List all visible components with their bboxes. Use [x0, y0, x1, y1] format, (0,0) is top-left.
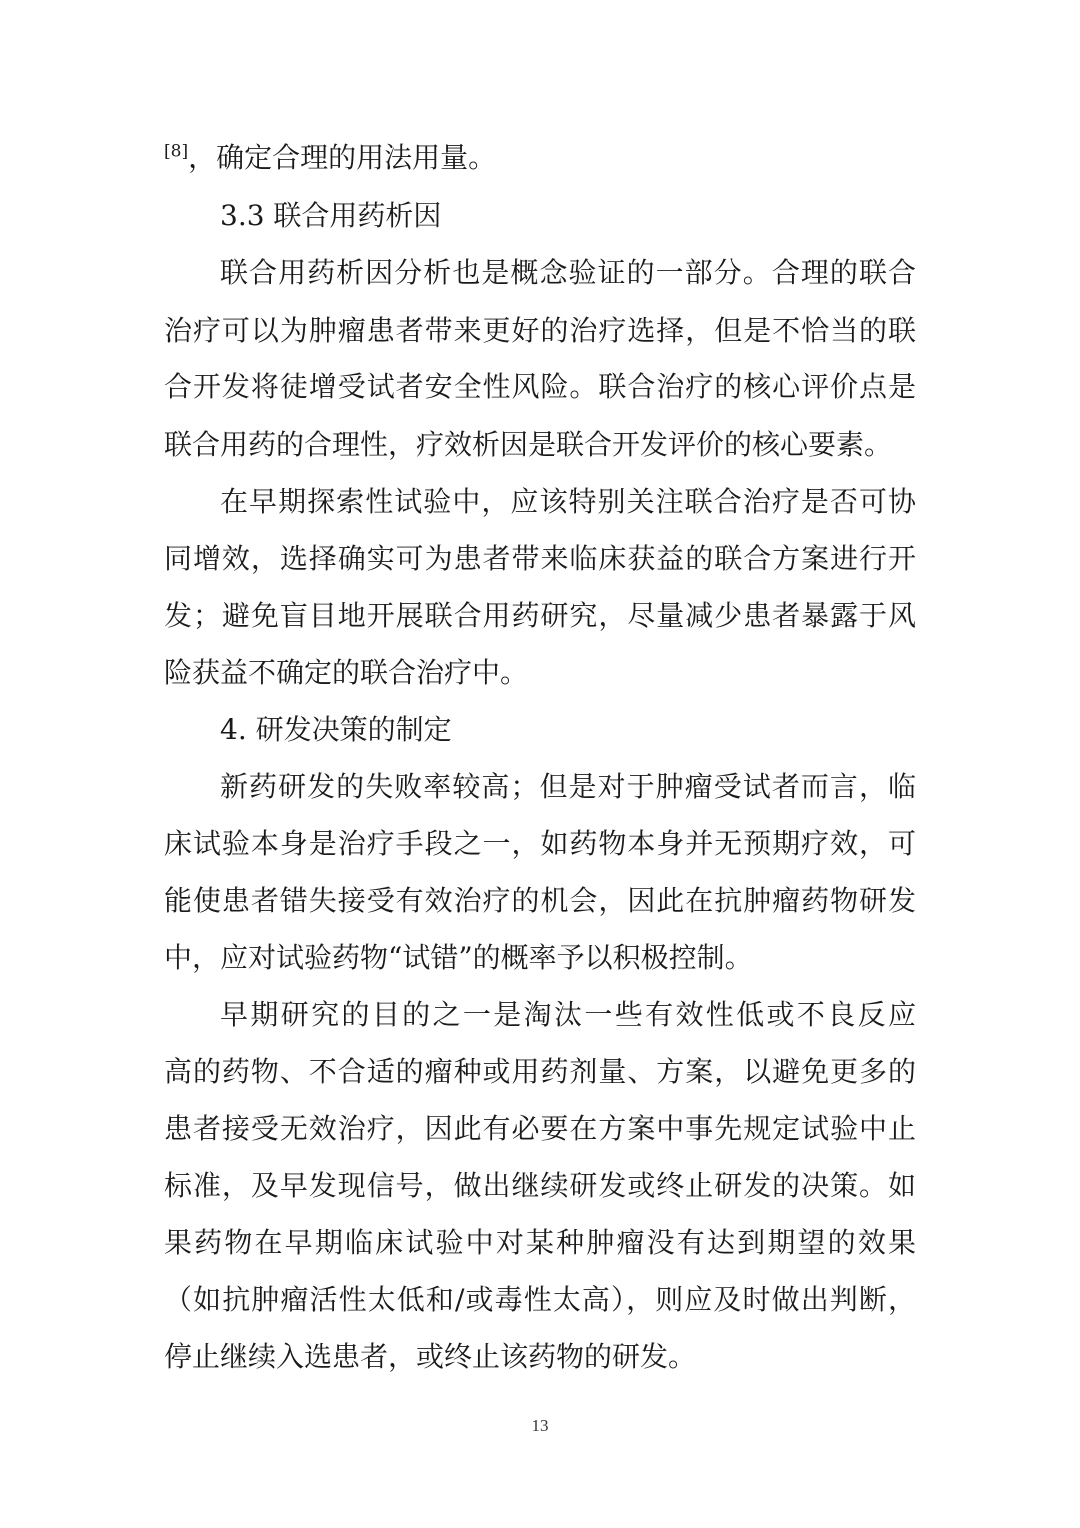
- paragraph-line: 能使患者错失接受有效治疗的机会，因此在抗肿瘤药物研发: [164, 884, 916, 917]
- paragraph-line: 床试验本身是治疗手段之一，如药物本身并无预期疗效，可: [164, 827, 916, 860]
- paragraph-line: 联合用药析因分析也是概念验证的一部分。合理的联合: [220, 256, 916, 289]
- paragraph-line: 新药研发的失败率较高；但是对于肿瘤受试者而言，临: [220, 770, 916, 803]
- page-number: 13: [531, 1416, 549, 1435]
- paragraph-line: 在早期探索性试验中，应该特别关注联合治疗是否可协: [220, 485, 916, 518]
- paragraph-line: 中，应对试验药物“试错”的概率予以积极控制。: [164, 941, 753, 974]
- paragraph-line: 患者接受无效治疗，因此有必要在方案中事先规定试验中止: [164, 1112, 916, 1145]
- paragraph-line: 停止继续入选患者，或终止该药物的研发。: [164, 1340, 697, 1373]
- paragraph-line: 发；避免盲目地开展联合用药研究，尽量减少患者暴露于风: [164, 599, 916, 632]
- paragraph-line: 高的药物、不合适的瘤种或用药剂量、方案，以避免更多的: [164, 1055, 916, 1088]
- paragraph-line: 早期研究的目的之一是淘汰一些有效性低或不良反应: [220, 998, 916, 1031]
- paragraph-line: 合开发将徒增受试者安全性风险。联合治疗的核心评价点是: [164, 370, 916, 403]
- section-3-3-heading: 3.3 联合用药析因: [220, 199, 442, 232]
- continuation-line: [164, 138, 916, 178]
- paragraph-line: 治疗可以为肿瘤患者带来更好的治疗选择，但是不恰当的联: [164, 314, 916, 347]
- paragraph-line: 果药物在早期临床试验中对某种肿瘤没有达到期望的效果: [164, 1226, 916, 1259]
- section-4-heading: 4. 研发决策的制定: [220, 713, 452, 746]
- paragraph-line: 标准，及早发现信号，做出继续研发或终止研发的决策。如: [164, 1169, 916, 1202]
- continuation-text: ，确定合理的用法用量。: [188, 141, 497, 174]
- paragraph-line: （如抗肿瘤活性太低和/或毒性太高），则应及时做出判断，: [164, 1283, 916, 1316]
- paragraph-line: 同增效，选择确实可为患者带来临床获益的联合方案进行开: [164, 542, 916, 575]
- paragraph-line: 险获益不确定的联合治疗中。: [164, 656, 529, 689]
- paragraph-line: 联合用药的合理性，疗效析因是联合开发评价的核心要素。: [164, 428, 893, 461]
- reference-marker: [8]: [164, 141, 189, 162]
